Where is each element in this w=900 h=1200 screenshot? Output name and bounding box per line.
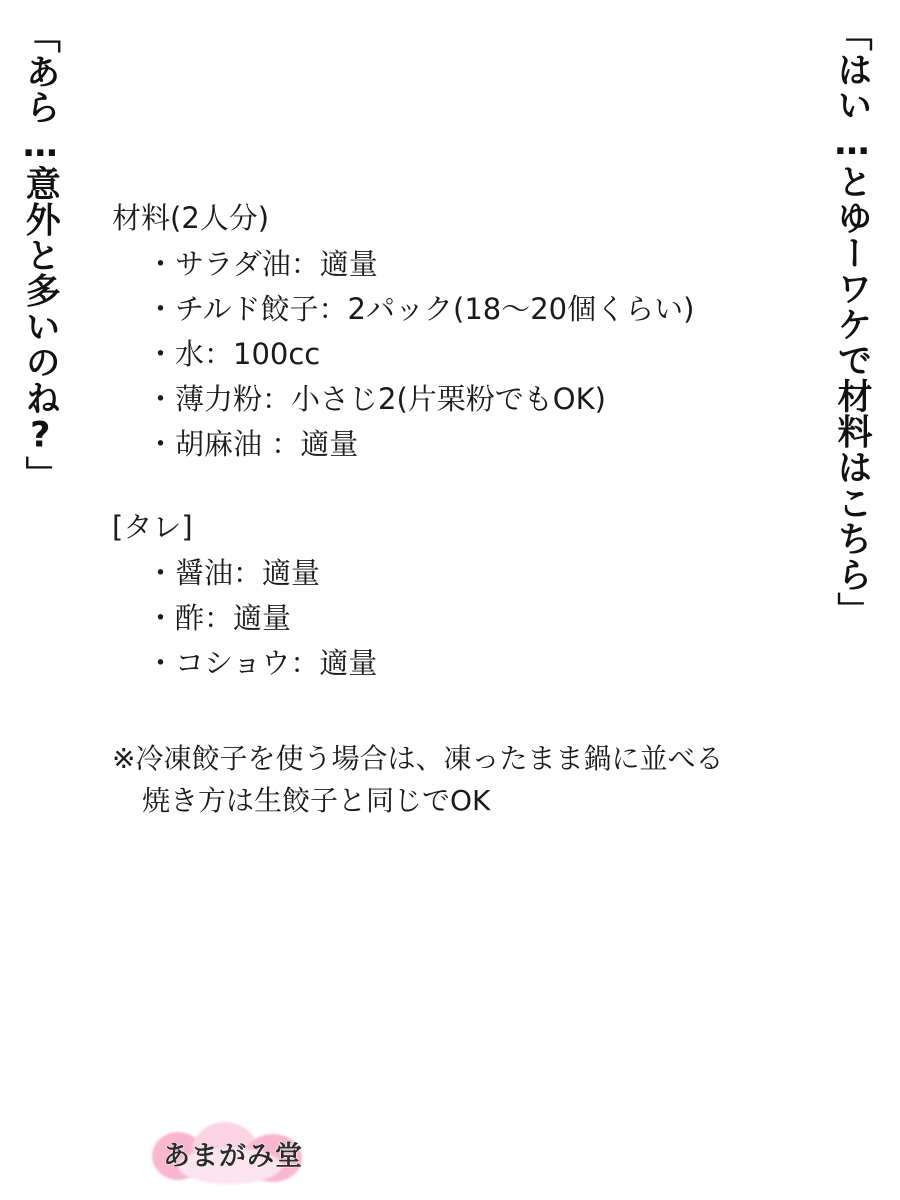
list-item: ・水：100cc [146, 337, 321, 372]
list-item: ・酢：適量 [146, 601, 292, 636]
recipe-block [112, 200, 752, 822]
sauce-list [112, 551, 752, 686]
publisher-logo [148, 1122, 318, 1184]
note-line-1: ※冷凍餃子を使う場合は、凍ったまま鍋に並べる [112, 742, 724, 775]
list-item: ・サラダ油：適量 [146, 247, 378, 282]
ingredients-list [112, 242, 752, 467]
sauce-heading: [タレ] [112, 509, 193, 544]
list-item: ・チルド餃子：2パック(18〜20個くらい) [146, 292, 695, 327]
list-item: ・醤油：適量 [146, 556, 321, 591]
list-item: ・コショウ：適量 [146, 646, 378, 681]
dialogue-left: 「あら…意外と多いのね?」 [20, 18, 61, 493]
note-line-2: 焼き方は生餃子と同じでOK [142, 784, 491, 817]
list-item: ・薄力粉：小さじ2(片栗粉でもOK) [146, 382, 606, 417]
dialogue-right: 「はい…とゆーワケで材料はこちら」 [832, 16, 872, 628]
ingredients-heading: 材料(2人分) [112, 201, 270, 235]
recipe-note [112, 738, 752, 822]
section-divider [112, 467, 752, 509]
logo-text: あまがみ堂 [163, 1141, 303, 1172]
list-item: ・胡麻油 ：適量 [146, 427, 359, 461]
